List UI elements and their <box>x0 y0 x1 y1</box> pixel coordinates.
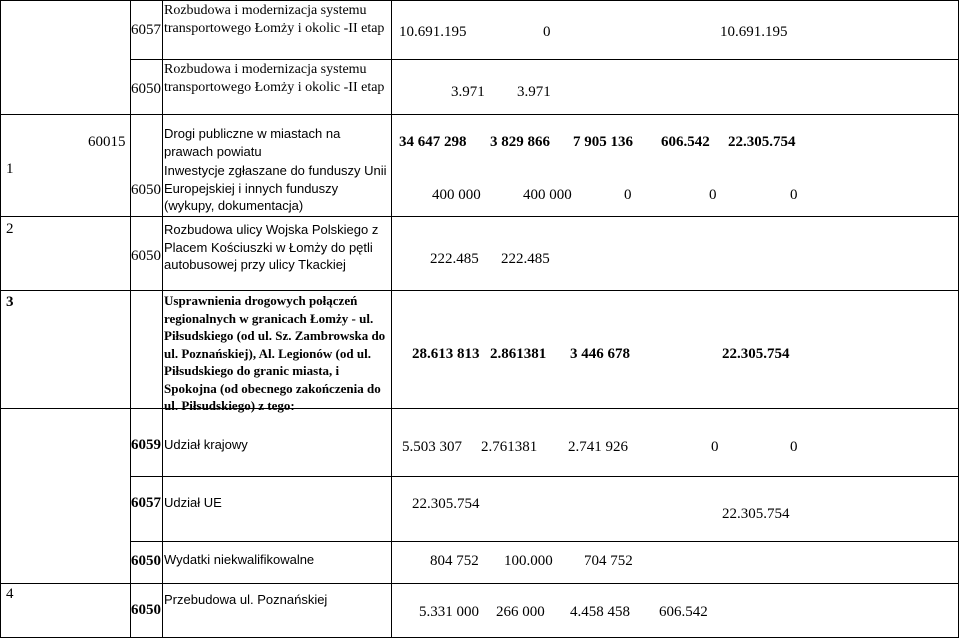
row-7-opis: Udział UE <box>164 495 222 510</box>
row-4-paragraf: 6050 <box>131 248 161 264</box>
row-5-lp: 3 <box>6 294 14 310</box>
row-6-opis: Udział krajowy <box>164 437 248 452</box>
row-9-paragraf: 6050 <box>131 602 161 618</box>
row-1-opis: Rozbudowa i modernizacja systemu transportowego Łomży i okolic -II etap <box>164 62 385 95</box>
row-3-value-3: 0 <box>709 187 717 203</box>
row-4-value-0: 222.485 <box>430 251 479 267</box>
row-4-value-1: 222.485 <box>501 251 550 267</box>
row-2-lp: 1 <box>6 161 14 177</box>
row-7-paragraf: 6057 <box>131 495 161 511</box>
row-9-lp: 4 <box>6 586 14 602</box>
row-3-value-2: 0 <box>624 187 632 203</box>
col-line-opis <box>162 0 163 638</box>
row-4-lp: 2 <box>6 221 14 237</box>
row-4-opis: Rozbudowa ulicy Wojska Polskiego z Placem Kościuszki w Łomży do pętli autobusowej przy ulicy Tkackiej <box>164 222 379 272</box>
row-3-opis: Inwestycje zgłaszane do funduszy Unii Europejskiej i innych funduszy (wykupy, dokumentacja) <box>164 163 387 213</box>
row-5-value-3: 22.305.754 <box>722 346 790 362</box>
row-5-value-2: 3 446 678 <box>570 346 630 362</box>
row-9-value-1: 266 000 <box>496 604 545 620</box>
row-8-value-1: 100.000 <box>504 553 553 569</box>
row-0-value-0: 10.691.195 <box>399 24 467 40</box>
row-2-opis: Drogi publiczne w miastach na prawach powiatu <box>164 126 341 159</box>
row-3-value-4: 0 <box>790 187 798 203</box>
rule-row-4 <box>0 290 959 291</box>
row-6-value-0: 5.503 307 <box>402 439 462 455</box>
rule-row-1 <box>130 59 959 60</box>
row-2-value-4: 22.305.754 <box>728 134 796 150</box>
row-1-value-1: 3.971 <box>517 84 551 100</box>
row-3-paragraf: 6050 <box>131 182 161 198</box>
row-7-value-0: 22.305.754 <box>412 496 480 512</box>
col-line-values <box>391 0 392 638</box>
row-1-value-0: 3.971 <box>451 84 485 100</box>
row-8-paragraf: 6050 <box>131 553 161 569</box>
row-6-value-2: 2.741 926 <box>568 439 628 455</box>
row-2-value-2: 7 905 136 <box>573 134 633 150</box>
row-8-value-2: 704 752 <box>584 553 633 569</box>
row-5-value-0: 28.613 813 <box>412 346 480 362</box>
row-0-value-1: 0 <box>543 24 551 40</box>
row-6-value-4: 0 <box>790 439 798 455</box>
row-1-paragraf: 6050 <box>131 81 161 97</box>
rule-row-5 <box>0 408 959 409</box>
row-8-value-0: 804 752 <box>430 553 479 569</box>
row-9-value-2: 4.458 458 <box>570 604 630 620</box>
row-6-value-1: 2.761381 <box>481 439 538 455</box>
rule-row-7 <box>130 541 959 542</box>
row-7-value-1: 22.305.754 <box>722 506 790 522</box>
row-0-value-2: 10.691.195 <box>720 24 788 40</box>
row-2-value-0: 34 647 298 <box>399 134 467 150</box>
rule-row-3 <box>0 216 959 217</box>
row-8-opis: Wydatki niekwalifikowalne <box>164 552 315 567</box>
row-6-value-3: 0 <box>711 439 719 455</box>
row-6-paragraf: 6059 <box>131 437 161 453</box>
row-3-value-1: 400 000 <box>523 187 572 203</box>
row-5-opis: Usprawnienia drogowych połączeń regionalnych w granicach Łomży - ul. Piłsudskiego (od ul. Sz. Zambrowska do ul. Poznańskiej), Al. Legionów (od ul. Piłsudskiego do granic miasta, i Spokojna (od obecnego zakończenia do ul. Piłsudskiego) z tego: <box>164 293 386 413</box>
row-2-value-3: 606.542 <box>661 134 710 150</box>
rule-row-8 <box>0 583 959 584</box>
row-2-value-1: 3 829 866 <box>490 134 550 150</box>
row-9-opis: Przebudowa ul. Poznańskiej <box>164 592 328 607</box>
rule-top <box>0 0 959 1</box>
row-9-value-0: 5.331 000 <box>419 604 479 620</box>
row-2-dzial: 60015 <box>88 134 126 150</box>
row-0-paragraf: 6057 <box>131 22 161 38</box>
rule-row-2 <box>0 114 959 115</box>
row-5-value-1: 2.861381 <box>490 346 547 362</box>
row-0-opis: Rozbudowa i modernizacja systemu transportowego Łomży i okolic -II etap <box>164 3 385 36</box>
col-line-left <box>0 0 1 638</box>
row-3-value-0: 400 000 <box>432 187 481 203</box>
rule-row-6 <box>130 476 959 477</box>
row-9-value-3: 606.542 <box>659 604 708 620</box>
